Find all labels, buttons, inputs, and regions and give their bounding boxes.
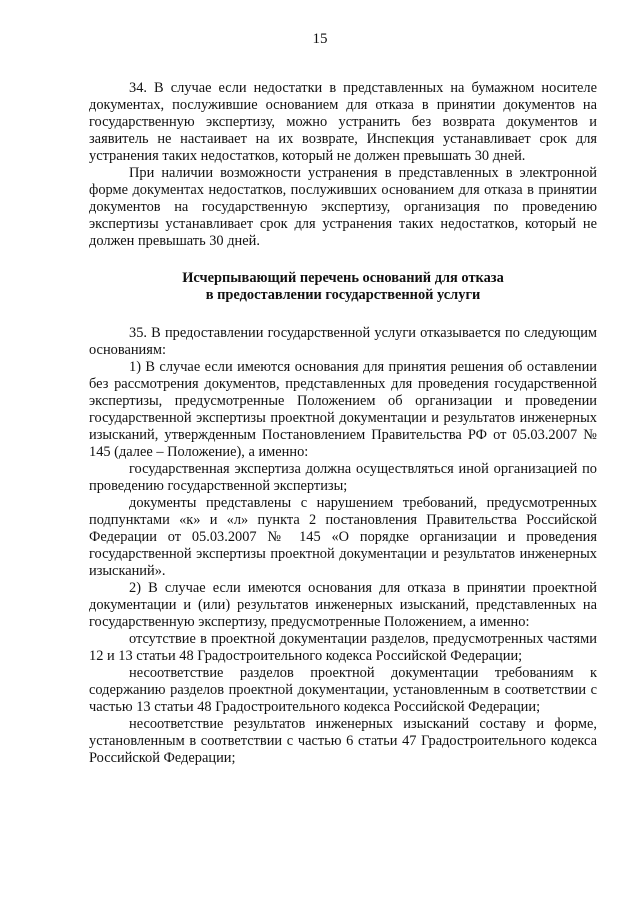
paragraph-34: 34. В случае если недостатки в представленных на бумажном носителе документах, послужившие основанием для отказа в принятии документов на государственную экспертизу, можно устранить без возврата документов и заявитель не настаивает на их возврате, Инспекция устанавливает срок для устранения таких недостатков, который не должен превышать 30 дней.	[89, 80, 597, 164]
document-body	[89, 80, 597, 767]
section-heading-line-2: в предоставлении государственной услуги	[205, 287, 481, 303]
paragraph-ground-1-item-b: документы представлены с нарушением требований, предусмотренных подпунктами «к» и «л» пункта 2 постановления Правительства Российской Федерации от 05.03.2007 № 145 «О порядке организации и проведения государственной экспертизы проектной документации и результатов инженерных изысканий».	[89, 495, 597, 579]
page-number: 15	[312, 31, 328, 47]
section-heading-line-1: Исчерпывающий перечень оснований для отказа	[182, 270, 504, 286]
paragraph-35: 35. В предоставлении государственной услуги отказывается по следующим основаниям:	[89, 325, 597, 358]
paragraph-ground-1-item-a: государственная экспертиза должна осуществляться иной организацией по проведению государственной экспертизы;	[89, 461, 597, 494]
paragraph-ground-2: 2) В случае если имеются основания для отказа в принятии проектной документации и (или) результатов инженерных изысканий, представленных на государственную экспертизу, предусмотренные Положением, а именно:	[89, 580, 597, 630]
paragraph-ground-2-item-a: отсутствие в проектной документации разделов, предусмотренных частями 12 и 13 статьи 48 Градостроительного кодекса Российской Федерации;	[89, 631, 597, 664]
paragraph-ground-2-item-b: несоответствие разделов проектной документации требованиям к содержанию разделов проектной документации, установленным в соответствии с частью 13 статьи 48 Градостроительного кодекса Российской Федерации;	[89, 665, 597, 715]
section-heading	[89, 270, 597, 304]
paragraph-ground-2-item-c: несоответствие результатов инженерных изысканий составу и форме, установленным в соответствии с частью 6 статьи 47 Градостроительного кодекса Российской Федерации;	[89, 716, 597, 766]
paragraph-electronic-documents: При наличии возможности устранения в представленных в электронной форме документах недостатков, послуживших основанием для отказа в принятии документов на государственную экспертизу, организация по проведению экспертизы устанавливает срок для устранения таких недостатков, который не должен превышать 30 дней.	[89, 165, 597, 249]
paragraph-ground-1: 1) В случае если имеются основания для принятия решения об оставлении без рассмотрения документов, представленных для проведения государственной экспертизы, предусмотренные Положением об организации и проведении государственной экспертизы проектной документации и результатов инженерных изысканий, утвержденным Постановлением Правительства РФ от 05.03.2007 № 145 (далее – Положение), а именно:	[89, 359, 597, 460]
